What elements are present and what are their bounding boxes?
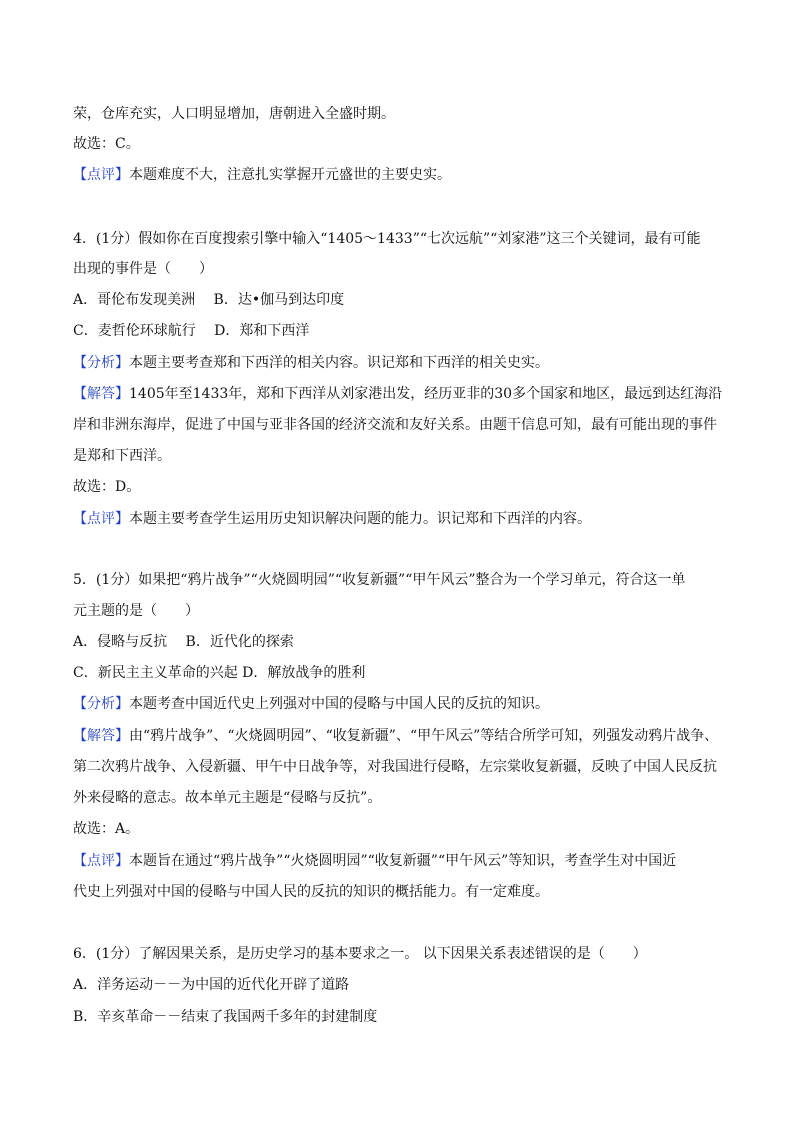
- question-5-options-ab: A．侵略与反抗 B．近代化的探索: [73, 634, 294, 650]
- analysis-text: 本题考查中国近代史上列强对中国的侵略与中国人民的反抗的知识。: [129, 696, 549, 712]
- answer-tag: 【解答】: [73, 728, 129, 744]
- text-line: 外来侵略的意志。故本单元主题是“侵略与反抗”。: [73, 790, 382, 806]
- analysis-tag: 【分析】: [73, 355, 129, 371]
- question-4-stem-cont: 出现的事件是（ ）: [73, 261, 213, 277]
- analysis-text: 本题主要考查郑和下西洋的相关内容。识记郑和下西洋的相关史实。: [129, 355, 549, 371]
- question-6-option-b: B．辛亥革命－－结束了我国两千多年的封建制度: [73, 1009, 378, 1025]
- question-5-stem: 5．(1分）如果把“鸦片战争”“火烧圆明园”“收复新疆”“甲午风云”整合为一个学习单元，符合这一单: [73, 572, 686, 588]
- question-6-stem: 6．(1分）了解因果关系，是历史学习的基本要求之一。 以下因果关系表述错误的是（ ）: [73, 946, 647, 962]
- text-line: 荣，仓库充实，人口明显增加，唐朝进入全盛时期。: [73, 106, 395, 122]
- text-line: 故选：D。: [73, 479, 141, 495]
- question-4-stem: 4．(1分）假如你在百度搜索引擎中输入“1405～1433”“七次远航”“刘家港”这三个关键词，最有可能: [73, 231, 701, 247]
- analysis-line: [73, 693, 549, 715]
- comment-text: 本题主要考查学生运用历史知识解决问题的能力。识记郑和下西洋的内容。: [129, 511, 591, 527]
- question-5-options-cd: C．新民主主义革命的兴起 D．解放战争的胜利: [73, 665, 366, 681]
- analysis-line: [73, 352, 549, 374]
- comment-line: [73, 850, 676, 872]
- comment-tag: 【点评】: [73, 511, 129, 527]
- text-line: 故选：C。: [73, 136, 140, 152]
- comment-tag: 【点评】: [73, 853, 129, 869]
- analysis-tag: 【分析】: [73, 696, 129, 712]
- question-4-options-cd: C．麦哲伦环球航行 D．郑和下西洋: [73, 323, 310, 339]
- question-4-options-ab: A．哥伦布发现美洲 B．达•伽马到达印度: [73, 292, 345, 308]
- comment-line: [73, 164, 451, 186]
- comment-tag: 【点评】: [73, 167, 129, 183]
- answer-line: [73, 383, 722, 405]
- text-line: 岸和非洲东海岸，促进了中国与亚非各国的经济交流和友好关系。由题干信息可知，最有可能出现的事件: [73, 417, 717, 433]
- question-6-option-a: A．洋务运动－－为中国的近代化开辟了道路: [73, 977, 350, 993]
- question-5-stem-cont: 元主题的是（ ）: [73, 603, 199, 619]
- comment-text: 本题难度不大，注意扎实掌握开元盛世的主要史实。: [129, 167, 451, 183]
- comment-line: [73, 508, 591, 530]
- answer-tag: 【解答】: [73, 386, 129, 402]
- text-line: 是郑和下西洋。: [73, 448, 171, 464]
- text-line: 代史上列强对中国的侵略与中国人民的反抗的知识的概括能力。有一定难度。: [73, 884, 549, 900]
- comment-text: 本题旨在通过“鸦片战争”“火烧圆明园”“收复新疆”“甲午风云”等知识，考查学生对中国近: [129, 853, 677, 869]
- answer-text: 1405年至1433年，郑和下西洋从刘家港出发，经历亚非的30多个国家和地区，最远到达红海沿: [129, 386, 723, 402]
- answer-line: [73, 725, 718, 747]
- text-line: 第二次鸦片战争、入侵新疆、甲午中日战争等，对我国进行侵略，左宗棠收复新疆，反映了中国人民反抗: [73, 759, 717, 775]
- answer-text: 由“鸦片战争”、“火烧圆明园”、“收复新疆”、“甲午风云”等结合所学可知，列强发动鸦片战争、: [129, 728, 719, 744]
- text-line: 故选：A。: [73, 821, 140, 837]
